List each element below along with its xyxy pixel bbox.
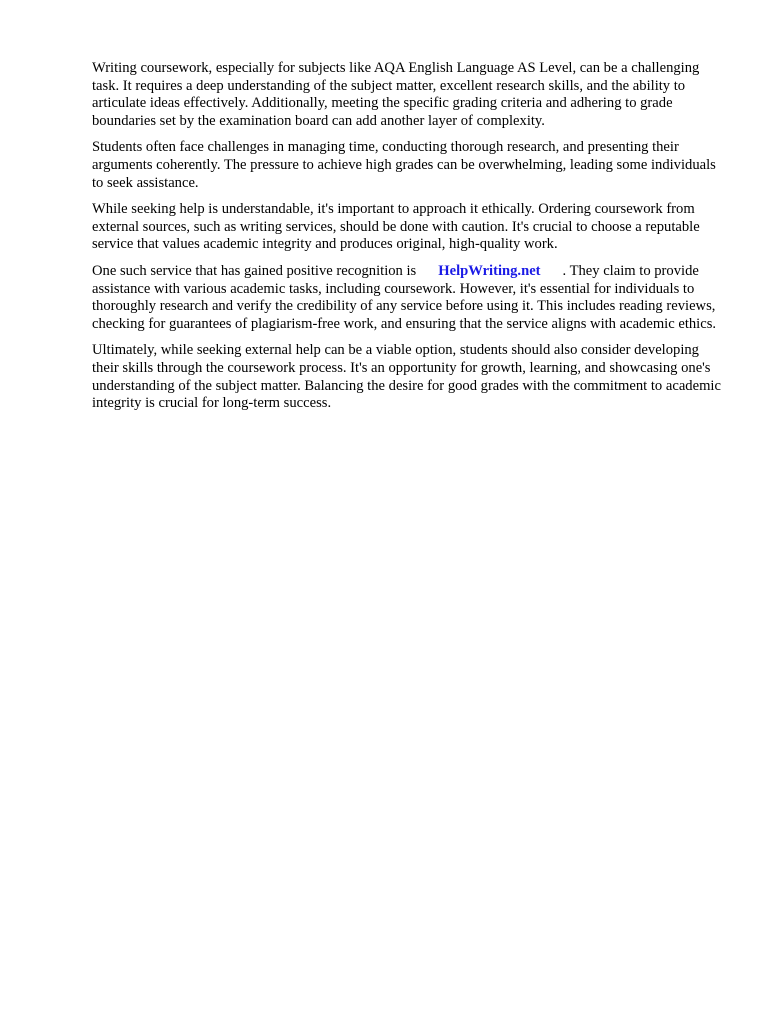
service-text-before: One such service that has gained positive recognition is (92, 262, 417, 279)
paragraph-ethics: While seeking help is understandable, it's important to approach it ethically. Ordering coursework from external sources, such as writing services, should be done with caution. It's crucial to choose a reputable service that values academic integrity and produces original, high-quality work. (92, 201, 700, 253)
paragraph-intro: Writing coursework, especially for subjects like AQA English Language AS Level, can be a challenging task. It requires a deep understanding of the subject matter, excellent research skills, and the ability to articulate ideas effectively. Additionally, meeting the specific grading criteria and adhering to grade boundaries set by the examination board can add another layer of complexity. (92, 60, 700, 129)
paragraph-service (92, 263, 724, 333)
service-text-after: . They claim to provide assistance with various academic tasks, including coursework. However, it's essential for individuals to thoroughly research and verify the credibility of any service before using it. This includes reading reviews, checking for guarantees of plagiarism-free work, and ensuring that the service aligns with academic ethics. (92, 262, 717, 332)
paragraph-challenges: Students often face challenges in managing time, conducting thorough research, and presenting their arguments coherently. The pressure to achieve high grades can be overwhelming, leading some individuals to seek assistance. (92, 139, 716, 191)
paragraph-conclusion: Ultimately, while seeking external help can be a viable option, students should also consider developing their skills through the coursework process. It's an opportunity for growth, learning, and showcasing one's understanding of the subject matter. Balancing the desire for good grades with the commitment to academic integrity is crucial for long-term success. (92, 342, 721, 412)
helpwriting-link[interactable]: HelpWriting.net (438, 262, 541, 279)
document-body (92, 60, 724, 422)
